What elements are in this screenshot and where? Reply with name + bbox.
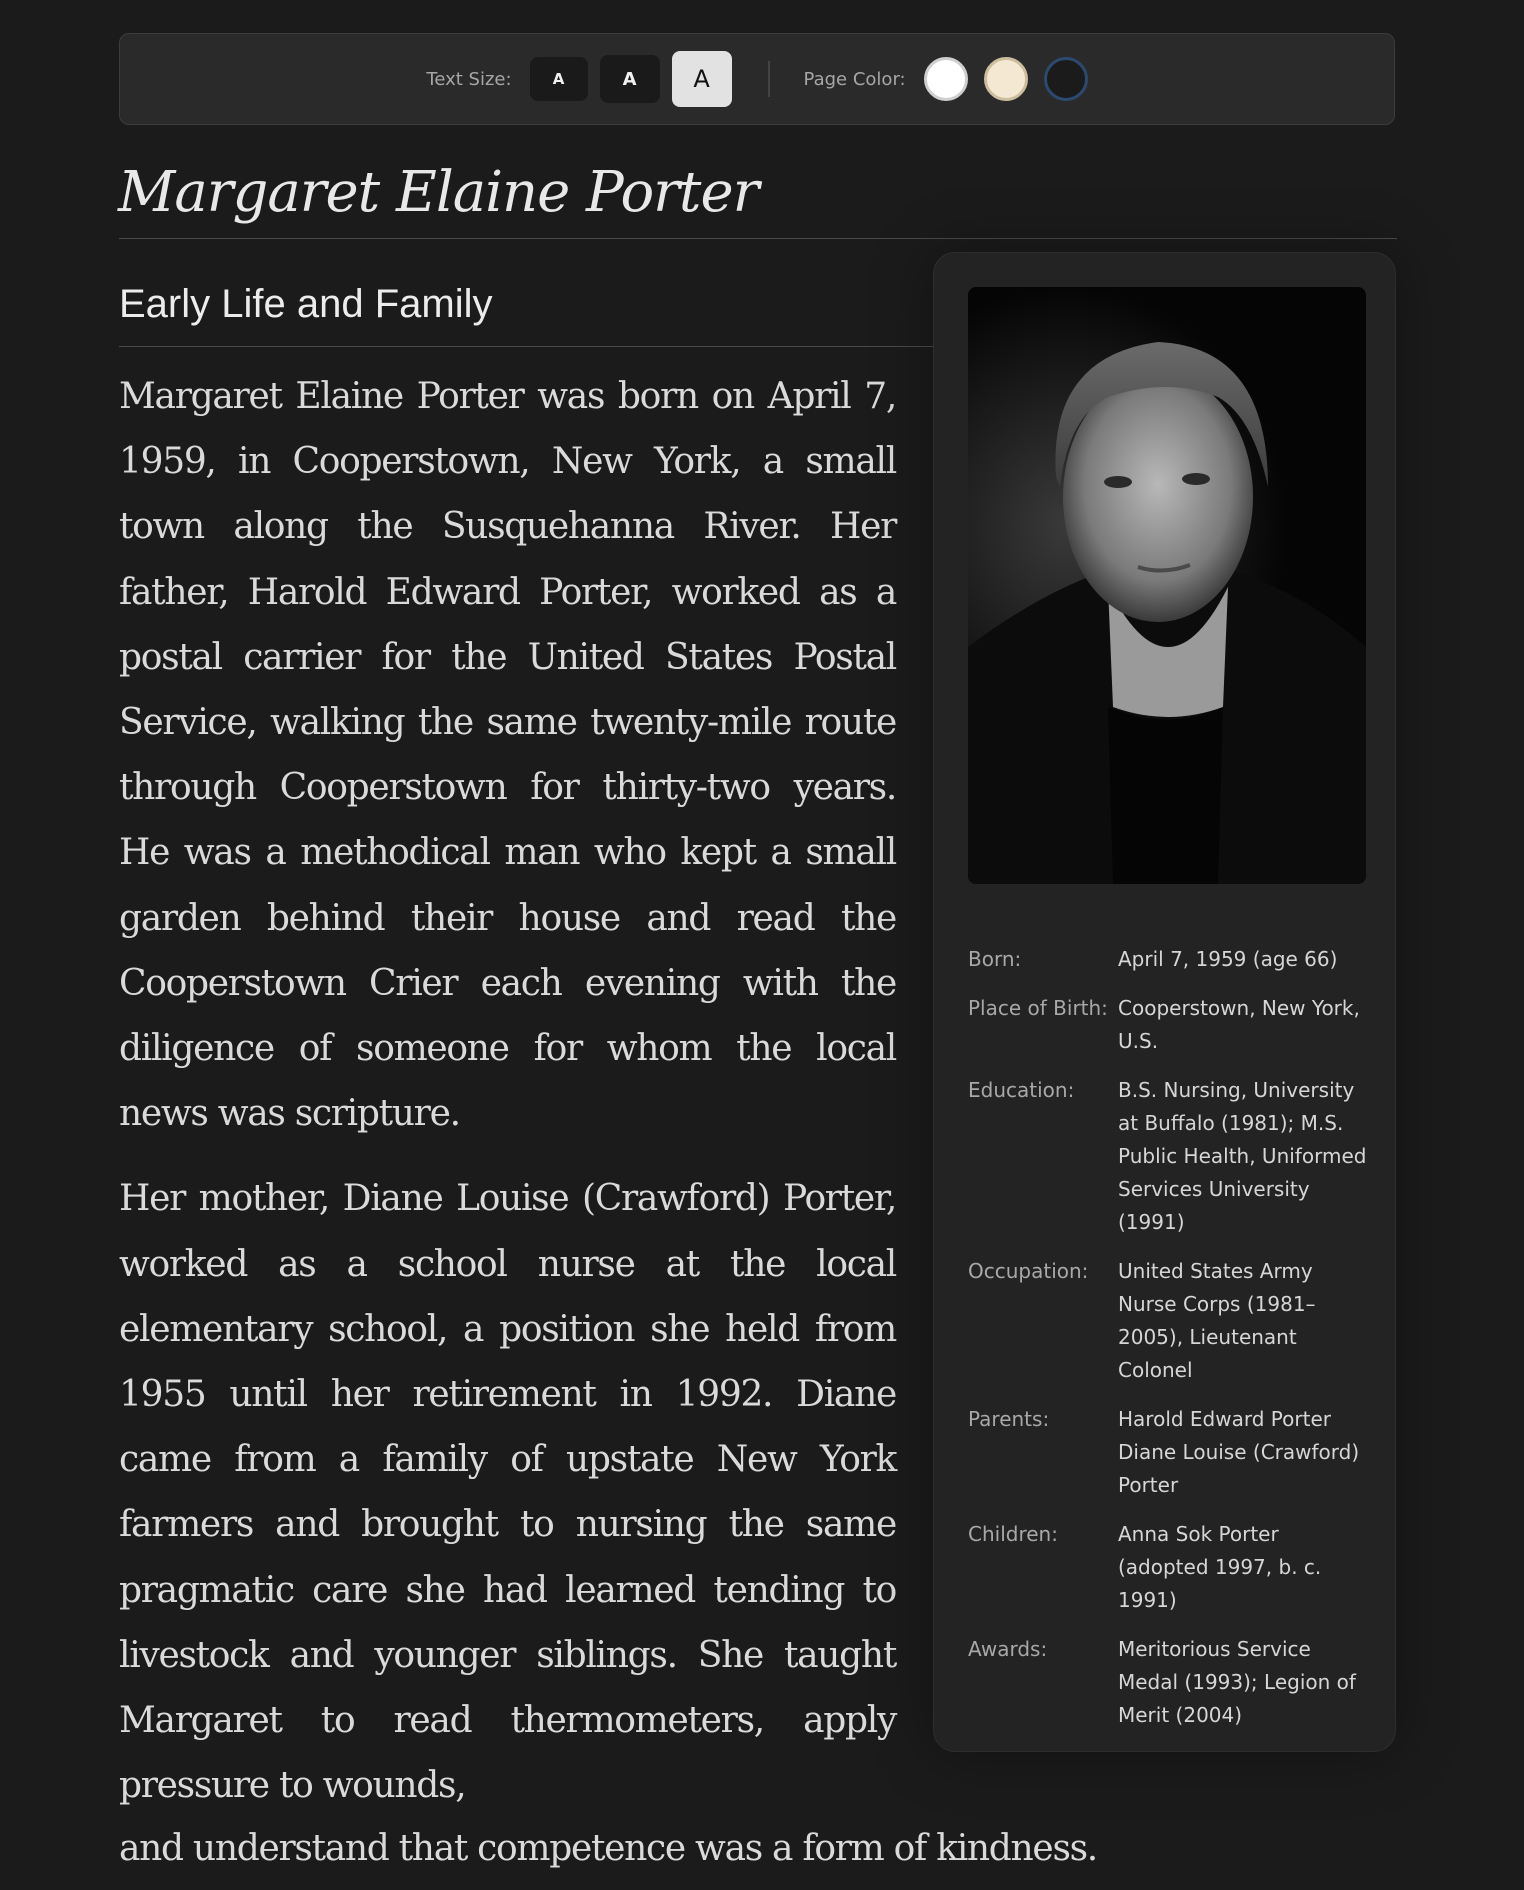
page-color-white-swatch[interactable] — [924, 57, 968, 101]
page-color-sepia-swatch[interactable] — [984, 57, 1028, 101]
portrait-image — [968, 287, 1366, 884]
infobox-row-education: Education: B.S. Nursing, University at Buffalo (1981); M.S. Public Health, Uniformed Services University (1991) — [968, 1078, 1367, 1234]
paragraph: Margaret Elaine Porter was born on April 7, 1959, in Cooperstown, New York, a small town along the Susquehanna River. Her father, Harold Edward Porter, worked as a postal carrier for the United States Postal Service, walking the same twenty-mile route through Cooperstown for thirty-two years. He was a methodical man who kept a small garden behind their house and read the Cooperstown Crier each evening with the diligence of someone for whom the local news was scripture. — [119, 376, 896, 1135]
section-heading: Early Life and Family — [119, 282, 493, 326]
text-size-medium-button[interactable]: A — [600, 55, 660, 103]
infobox-row-children: Children: Anna Sok Porter (adopted 1997, b. c. 1991) — [968, 1522, 1322, 1612]
section-divider — [119, 346, 934, 347]
portrait-icon — [968, 287, 1366, 884]
infobox-row-place-of-birth: Place of Birth: Cooperstown, New York, U.S. — [968, 996, 1360, 1053]
infobox-rows — [968, 943, 1368, 1748]
paragraph-tail: and understand that competence was a form of kindness. — [119, 1828, 1097, 1869]
infobox-row-occupation: Occupation: United States Army Nurse Corps (1981–2005), Lieutenant Colonel — [968, 1259, 1316, 1382]
infobox-row-born: Born: April 7, 1959 (age 66) — [968, 947, 1338, 971]
text-size-small-button[interactable]: A — [530, 57, 588, 101]
page-color-dark-swatch[interactable] — [1044, 57, 1088, 101]
title-divider — [119, 238, 1397, 239]
page-color-label: Page Color: — [803, 68, 906, 90]
text-size-label: Text Size: — [426, 68, 512, 90]
article-body — [119, 364, 896, 1838]
toolbar-divider — [768, 61, 770, 97]
reader-toolbar — [119, 33, 1395, 125]
text-size-large-button[interactable]: A — [672, 51, 732, 107]
infobox-row-parents: Parents: Harold Edward Porter Diane Louise (Crawford) Porter — [968, 1407, 1360, 1497]
infobox — [933, 252, 1396, 1752]
paragraph: Her mother, Diane Louise (Crawford) Porter, worked as a school nurse at the local elementary school, a position she held from 1955 until her retirement in 1992. Diane came from a family of upstate New York farmers and brought to nursing the same pragmatic care she had learned tending to livestock and younger siblings. She taught Margaret to read thermometers, apply pressure to wounds, — [119, 1178, 896, 1807]
infobox-row-awards: Awards: Meritorious Service Medal (1993); Legion of Merit (2004) — [968, 1637, 1356, 1727]
page-title: Margaret Elaine Porter — [118, 160, 759, 225]
